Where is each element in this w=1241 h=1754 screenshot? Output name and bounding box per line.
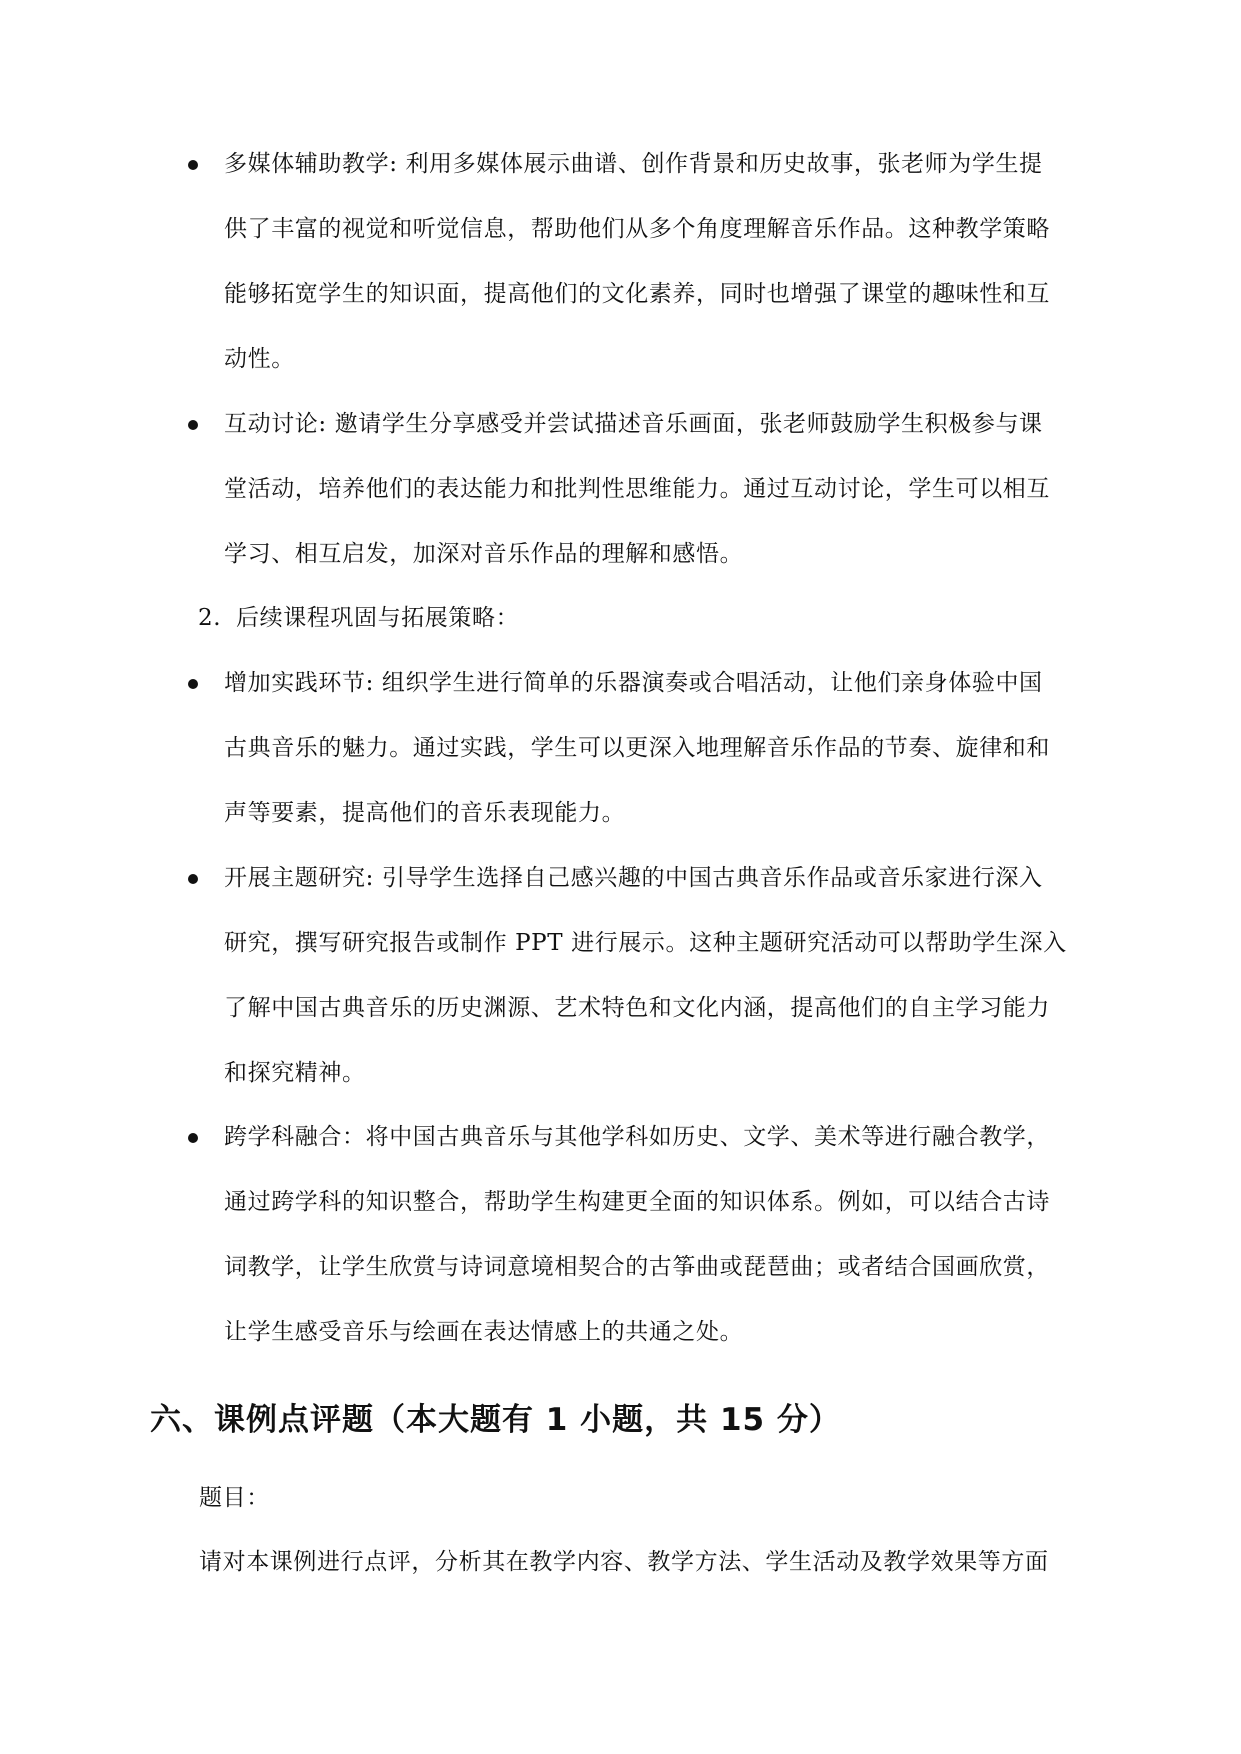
bullet-marker: [188, 679, 198, 689]
paragraph-line: 互动讨论: 邀请学生分享感受并尝试描述音乐画面，张老师鼓励学生积极参与课: [224, 411, 1043, 437]
list-number: 2.: [198, 605, 222, 631]
paragraph-line: 堂活动，培养他们的表达能力和批判性思维能力。通过互动讨论，学生可以相互: [224, 476, 1050, 502]
paragraph-line: 让学生感受音乐与绘画在表达情感上的共通之处。: [224, 1319, 744, 1345]
paragraph-line: 和探究精神。: [224, 1060, 366, 1086]
paragraph-line: 学习、相互启发，加深对音乐作品的理解和感悟。: [224, 541, 744, 567]
paragraph-line: 声等要素，提高他们的音乐表现能力。: [224, 800, 626, 826]
paragraph-line: 研究，撰写研究报告或制作 PPT 进行展示。这种主题研究活动可以帮助学生深入: [224, 930, 1067, 956]
list-item-text: 后续课程巩固与拓展策略：: [236, 605, 520, 631]
paragraph-line: 了解中国古典音乐的历史渊源、艺术特色和文化内涵，提高他们的自主学习能力: [224, 995, 1050, 1021]
question-text: 请对本课例进行点评，分析其在教学内容、教学方法、学生活动及教学效果等方面: [199, 1549, 1049, 1575]
paragraph-line: 古典音乐的魅力。通过实践，学生可以更深入地理解音乐作品的节奏、旋律和和: [224, 735, 1050, 761]
paragraph-line: 增加实践环节: 组织学生进行简单的乐器演奏或合唱活动，让他们亲身体验中国: [224, 670, 1043, 696]
bullet-marker: [188, 160, 198, 170]
bullet-marker: [188, 1133, 198, 1143]
question-label: 题目：: [199, 1485, 270, 1511]
paragraph-line: 跨学科融合：将中国古典音乐与其他学科如历史、文学、美术等进行融合教学，: [224, 1124, 1050, 1150]
paragraph-line: 能够拓宽学生的知识面，提高他们的文化素养，同时也增强了课堂的趣味性和互: [224, 281, 1050, 307]
bullet-marker: [188, 420, 198, 430]
paragraph-line: 多媒体辅助教学: 利用多媒体展示曲谱、创作背景和历史故事，张老师为学生提: [224, 151, 1043, 177]
paragraph-line: 词教学，让学生欣赏与诗词意境相契合的古筝曲或琵琶曲；或者结合国画欣赏，: [224, 1254, 1050, 1280]
paragraph-line: 动性。: [224, 346, 295, 372]
paragraph-line: 供了丰富的视觉和听觉信息，帮助他们从多个角度理解音乐作品。这种教学策略: [224, 216, 1050, 242]
paragraph-line: 通过跨学科的知识整合，帮助学生构建更全面的知识体系。例如，可以结合古诗: [224, 1189, 1050, 1215]
bullet-marker: [188, 874, 198, 884]
paragraph-line: 开展主题研究: 引导学生选择自己感兴趣的中国古典音乐作品或音乐家进行深入: [224, 865, 1043, 891]
section-heading: 六、课例点评题（本大题有 1 小题，共 15 分）: [150, 1402, 841, 1438]
